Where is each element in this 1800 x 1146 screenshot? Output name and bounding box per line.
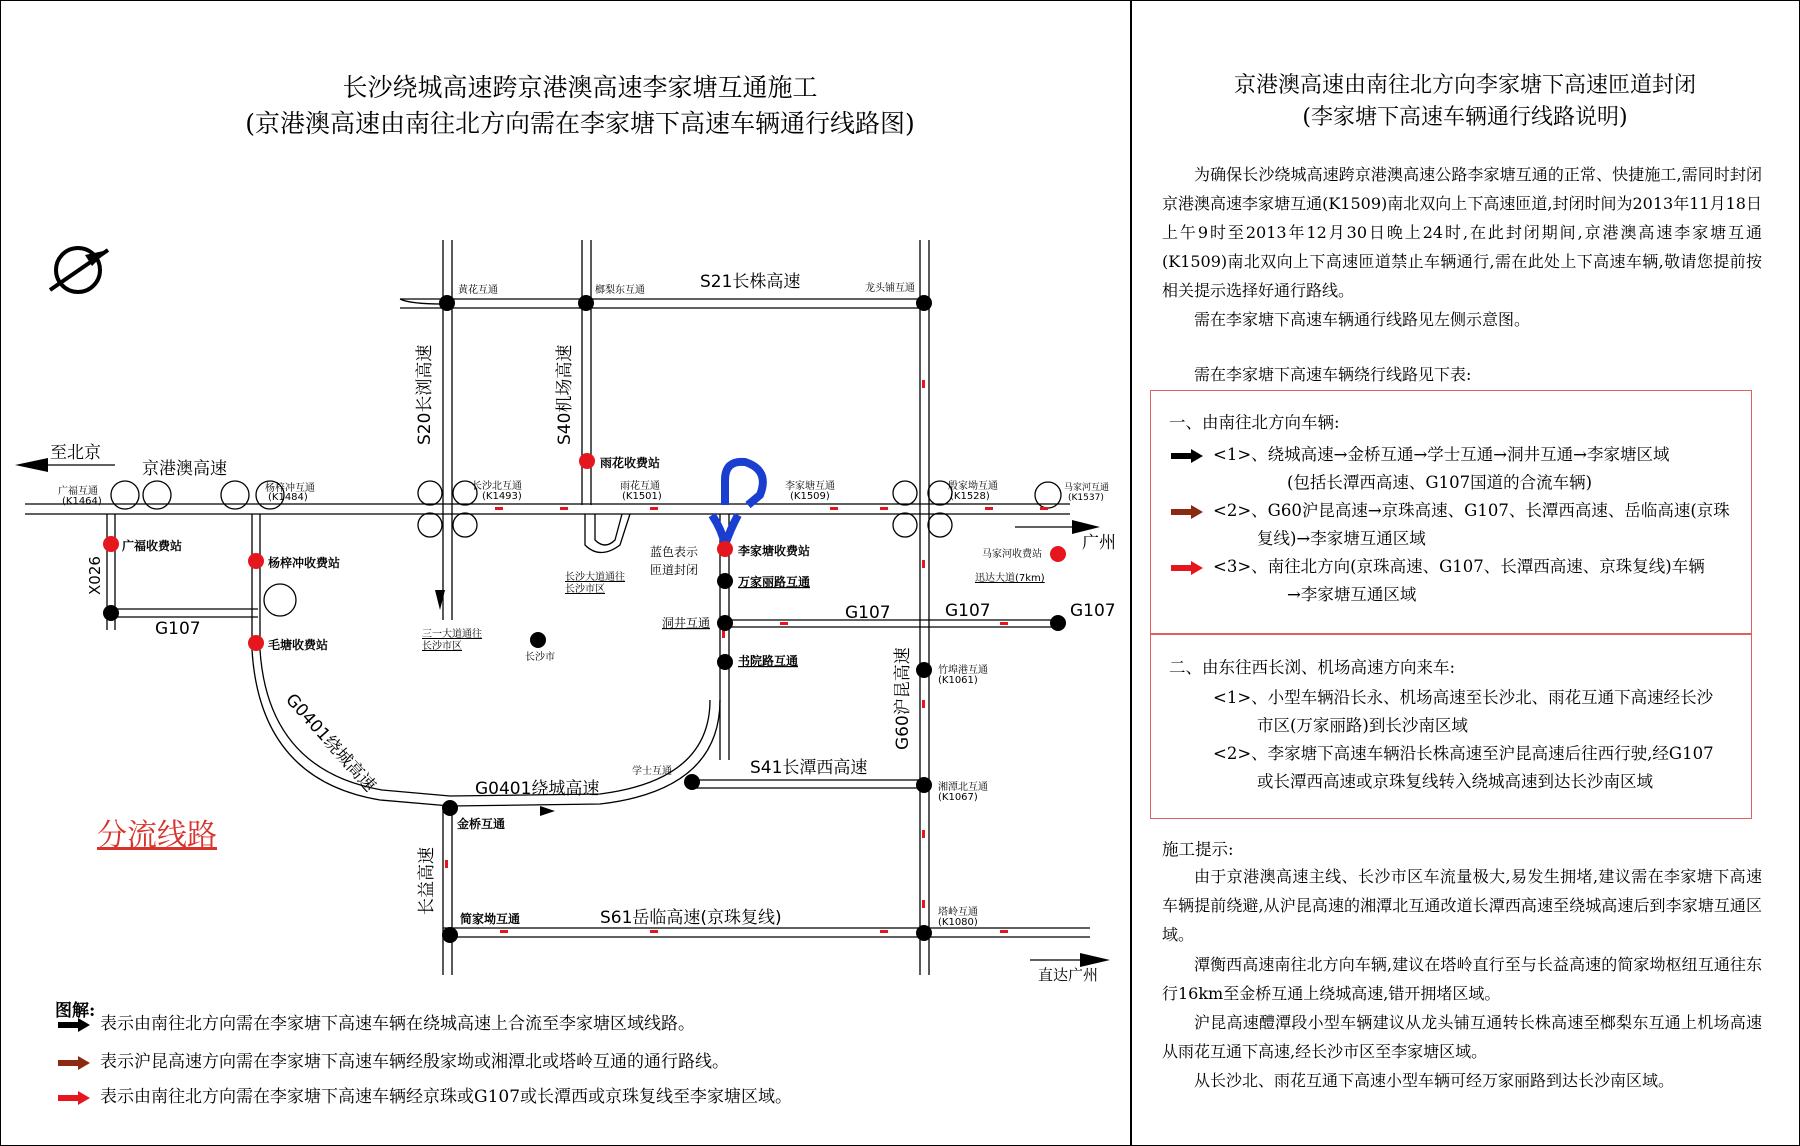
label-zhida-guangzhou: 直达广州	[1038, 966, 1099, 984]
label-changshabei-k: (K1493)	[482, 491, 522, 502]
label-s41: S41长潭西高速	[750, 758, 868, 778]
label-g107-left: G107	[155, 619, 201, 639]
panel-divider	[1130, 0, 1132, 1146]
label-yangzichong-k: (K1484)	[268, 492, 308, 503]
sec2-title: 二、由东往西长浏、机场高速方向来车:	[1169, 658, 1456, 677]
label-sanyi-dadao-1: 三一大道通往	[422, 629, 482, 640]
label-jga: 京港澳高速	[142, 459, 227, 479]
label-toll-majiahe: 马家河收费站	[982, 549, 1042, 560]
label-changshabei: 长沙北互通	[472, 481, 522, 492]
red-arrow-icon	[58, 1091, 90, 1105]
label-zhuputang-k: (K1061)	[938, 675, 978, 686]
legend-text-3: 表示由南往北方向需在李家塘下高速车辆经京珠或G107或长潭西或京珠复线至李家塘区域。	[100, 1087, 793, 1107]
label-wanjiali: 万家丽路互通	[738, 575, 811, 589]
sec1-item-1-line1: <1>、绕城高速→金桥互通→学士互通→洞井互通→李家塘区域	[1213, 445, 1670, 464]
sec2-item-2-line2: 或长潭西高速或京珠复线转入绕城高速到达长沙南区域	[1257, 772, 1653, 791]
map-title-line2: (京港澳高速由南往北方向需在李家塘下高速车辆通行线路图)	[245, 109, 915, 138]
label-lijiatang: 李家塘互通	[785, 481, 835, 492]
label-toll-yangzichong: 杨梓冲收费站	[268, 556, 341, 570]
label-g0401-bottom: G0401绕城高速	[475, 779, 600, 799]
label-jinqiao: 金桥互通	[457, 817, 506, 831]
label-taling: 塔岭互通	[938, 907, 978, 918]
sec1-item-2	[1171, 497, 1730, 525]
legend-item	[58, 1050, 729, 1074]
sec1-item-2-line1: <2>、G60沪昆高速→京珠高速、G107、长潭西高速、岳临高速(京珠	[1213, 501, 1730, 520]
label-yuhua-k: (K1501)	[622, 491, 662, 502]
label-changsha-city: 长沙市	[525, 652, 555, 663]
legend-text-2: 表示沪昆高速方向需在李家塘下高速车辆经殷家坳或湘潭北或塔岭互通的通行路线。	[100, 1052, 729, 1072]
toll-stations	[103, 453, 1066, 651]
label-huanghua: 黄花互通	[458, 285, 498, 296]
label-xunda: 迅达大道(7km)	[975, 573, 1045, 584]
label-changyi: 长益高速	[417, 847, 437, 915]
label-xiangtanbei-k: (K1067)	[938, 792, 978, 803]
label-g107-mid2: G107	[945, 601, 991, 621]
label-yinjiaao: 殷家坳互通	[948, 481, 998, 492]
label-toll-yuhua: 雨花收费站	[600, 456, 661, 470]
notice-see-left: 需在李家塘下高速车辆通行线路见左侧示意图。	[1194, 310, 1531, 329]
label-s61: S61岳临高速(京珠复线)	[600, 908, 782, 928]
sec2-item-1-line2: 市区(万家丽路)到长沙南区域	[1257, 716, 1468, 735]
notice-intro: 为确保长沙绕城高速跨京港澳高速公路李家塘互通的正常、快捷施工,需同时封闭京港澳高速李家塘互通(K1509)南北双向上下高速匝道,封闭时间为2013年11月18日上午9时至2013年12月30日晚上24时,在此封闭期间,京港澳高速李家塘互通(K1509)南北双向上下高速匝道禁止车辆通行,需在此处上下高速车辆,敬请您提前按相关提示选择好通行路线。	[1162, 165, 1762, 300]
sec1-item-1	[1171, 441, 1669, 469]
sec1-title: 一、由南往北方向车辆:	[1169, 413, 1340, 432]
label-lilidong: 榔梨东互通	[595, 285, 645, 296]
label-majiahe-k: (K1537)	[1068, 493, 1104, 503]
label-changsha-dadao-1: 长沙大道通往	[565, 572, 625, 583]
tip-3: 沪昆高速醴潭段小型车辆建议从龙头铺互通转长株高速至榔梨东互通上机场高速从雨花互通下高速,经长沙市区至李家塘区域。	[1162, 1013, 1762, 1061]
label-g60: G60沪昆高速	[893, 647, 913, 750]
legend-text-1: 表示由南往北方向需在李家塘下高速车辆在绕城高速上合流至李家塘区域线路。	[100, 1014, 695, 1034]
label-xueshi: 学士互通	[632, 766, 672, 777]
brown-arrow-icon	[58, 1056, 90, 1070]
label-sanyi-dadao-2: 长沙市区	[422, 641, 462, 652]
label-g107-mid1: G107	[845, 603, 891, 623]
label-s21: S21长株高速	[700, 272, 801, 292]
label-toll-guangfu: 广福收费站	[122, 539, 183, 553]
notice-title-line1: 京港澳高速由南往北方向李家塘下高速匝道封闭	[1233, 73, 1696, 98]
route-box-2	[1150, 633, 1752, 819]
label-yangzichong: 杨梓冲互通	[265, 483, 315, 494]
label-zhuputang: 竹埠港互通	[938, 665, 988, 676]
interchange-nodes	[103, 295, 1066, 943]
label-lijiatang-k: (K1509)	[790, 491, 830, 502]
compass-icon	[50, 248, 108, 292]
label-blue-note-1: 蓝色表示	[650, 545, 699, 559]
black-arrow-icon	[1171, 449, 1203, 463]
label-majiahe: 马家河互通	[1064, 483, 1110, 493]
sec1-item-3	[1171, 553, 1705, 581]
notice-title-line2: (李家塘下高速车辆通行线路说明)	[1302, 105, 1628, 130]
label-s20: S20长浏高速	[415, 344, 435, 445]
label-guangfu: 广福互通	[58, 486, 98, 497]
label-blue-note-2: 匝道封闭	[650, 563, 699, 577]
route-arrows	[15, 458, 1110, 967]
route-box-1	[1150, 390, 1752, 635]
tip-4: 从长沙北、雨花互通下高速小型车辆可经万家丽路到达长沙南区域。	[1194, 1071, 1675, 1090]
label-jianjiachong: 简家坳互通	[460, 912, 521, 926]
black-arrow-icon	[58, 1018, 90, 1032]
label-taling-k: (K1080)	[938, 917, 978, 928]
sec2-item-2-line1: <2>、李家塘下高速车辆沿长株高速至沪昆高速后往西行驶,经G107	[1213, 744, 1714, 763]
label-g0401-diag: G0401绕城高速	[281, 689, 380, 796]
label-yinjiaao-k: (K1528)	[950, 491, 990, 502]
label-toll-maotang: 毛塘收费站	[268, 638, 329, 652]
brown-arrow-icon	[1171, 505, 1203, 519]
label-guangzhou: 广州	[1082, 533, 1116, 553]
notice-title	[1150, 70, 1780, 134]
red-arrow-icon	[1171, 561, 1203, 575]
label-to-beijing: 至北京	[50, 443, 101, 463]
fenliu-heading: 分流线路	[97, 818, 217, 853]
label-longtoupu: 龙头铺互通	[865, 283, 915, 294]
tip-2: 潭衡西高速南往北方向车辆,建议在塔岭直行至与长益高速的简家坳枢纽互通往东行16km至金桥互通上绕城高速,错开拥堵区域。	[1162, 955, 1762, 1003]
sec2-item-1-line1: <1>、小型车辆沿长永、机场高速至长沙北、雨花互通下高速经长沙	[1213, 688, 1714, 707]
legend-title: 图解:	[55, 1001, 96, 1021]
label-yuhua: 雨花互通	[620, 481, 660, 492]
label-xiangtanbei: 湘潭北互通	[938, 782, 988, 793]
label-changsha-dadao-2: 长沙市区	[565, 584, 605, 595]
label-x026: X026	[86, 556, 104, 595]
notice-see-below: 需在李家塘下高速车辆绕行线路见下表:	[1194, 365, 1472, 384]
label-dongjing: 洞井互通	[662, 616, 711, 630]
label-toll-lijiatang: 李家塘收费站	[738, 544, 811, 558]
legend-item	[58, 1012, 695, 1036]
tip-1: 由于京港澳高速主线、长沙市区车流量极大,易发生拥堵,建议需在李家塘下高速车辆提前绕避,从沪昆高速的湘潭北互通改道长潭西高速至绕城高速后到李家塘互通区域。	[1162, 867, 1762, 944]
sec1-item-2-line2: 复线)→李家塘互通区域	[1257, 529, 1426, 548]
label-s40: S40机场高速	[555, 344, 575, 445]
map-title-line1: 长沙绕城高速跨京港澳高速李家塘互通施工	[342, 73, 818, 102]
tips-title: 施工提示:	[1162, 840, 1234, 859]
sec1-item-1-line2: (包括长潭西高速、G107国道的合流车辆)	[1287, 473, 1593, 492]
label-shuyuan: 书院路互通	[738, 654, 799, 668]
legend-item	[58, 1085, 792, 1109]
label-g107-right: G107	[1070, 601, 1116, 621]
label-guangfu-k: (K1464)	[62, 496, 102, 507]
sec1-item-3-line1: <3>、南往北方向(京珠高速、G107、长潭西高速、京珠复线)车辆	[1213, 557, 1705, 576]
sec1-item-3-line2: →李家塘互通区域	[1287, 585, 1417, 604]
